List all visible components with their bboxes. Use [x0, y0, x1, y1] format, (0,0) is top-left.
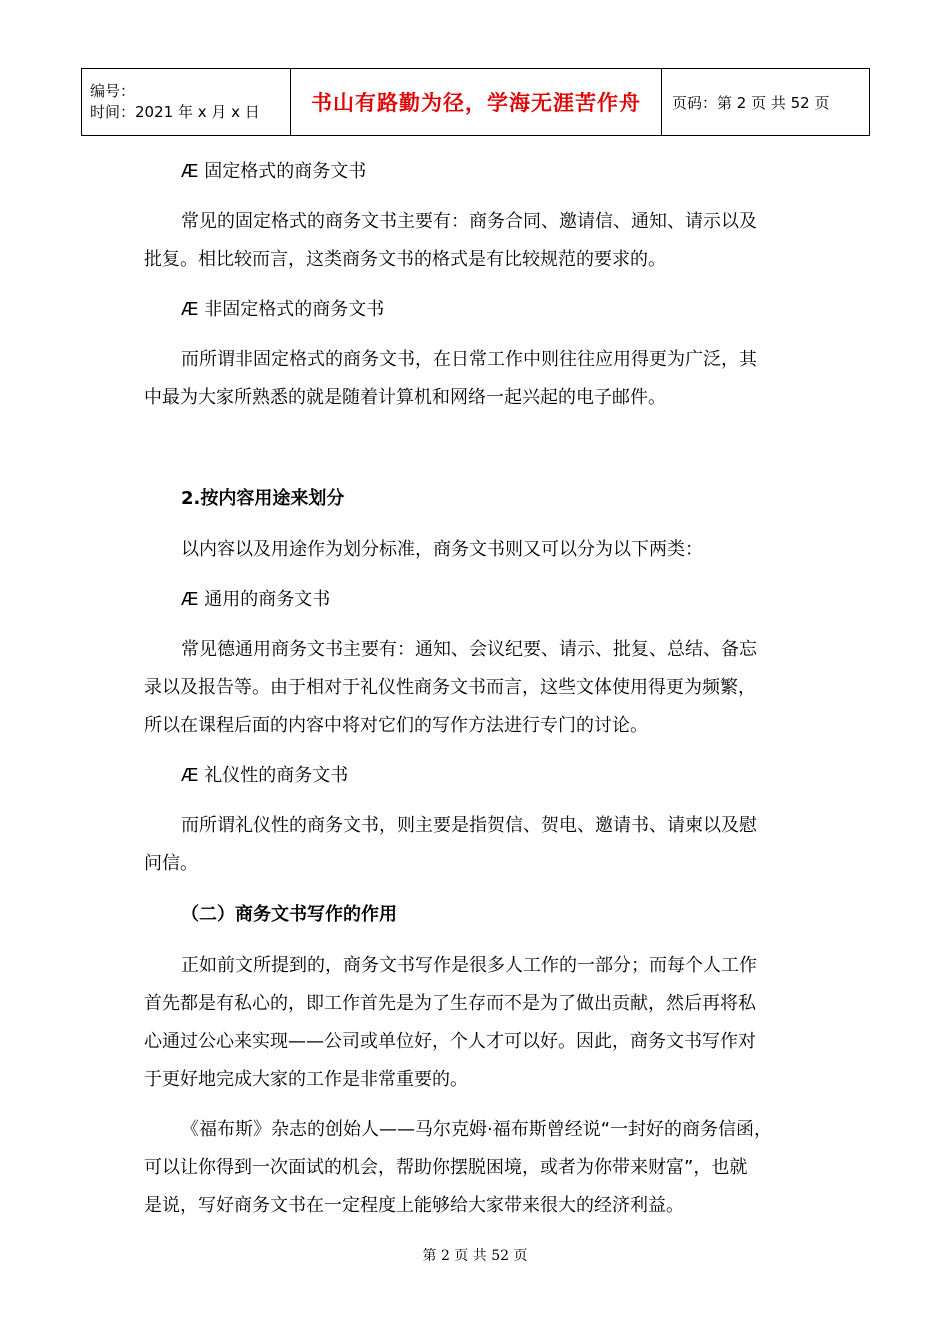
paragraph-line: 而所谓非固定格式的商务文书，在日常工作中则往往应用得更为广泛，其 [181, 349, 757, 370]
paragraph-line: 所以在课程后面的内容中将对它们的写作方法进行专门的讨论。 [144, 715, 648, 736]
header-table [81, 68, 870, 136]
paragraph-line: 录以及报告等。由于相对于礼仪性商务文书而言，这些文体使用得更为频繁， [144, 677, 756, 698]
header-motto: 书山有路勤为径，学海无涯苦作舟 [291, 69, 662, 136]
paragraph-line: 中最为大家所熟悉的就是随着计算机和网络一起兴起的电子邮件。 [144, 387, 666, 408]
paragraph-line: 心通过公心来实现——公司或单位好，个人才可以好。因此，商务文书写作对 [144, 1031, 756, 1052]
paragraph-line: 于更好地完成大家的工作是非常重要的。 [144, 1069, 468, 1090]
header-meta [82, 69, 291, 136]
bullet-heading: Æ 礼仪性的商务文书 [181, 765, 349, 786]
paragraph-line: 可以让你得到一次面试的机会，帮助你摆脱困境，或者为你带来财富”，也就 [144, 1157, 748, 1178]
paragraph-line: 常见德通用商务文书主要有：通知、会议纪要、请示、批复、总结、备忘 [181, 639, 757, 660]
paragraph-line: 批复。相比较而言，这类商务文书的格式是有比较规范的要求的。 [144, 249, 666, 270]
page-footer: 第 2 页 共 52 页 [422, 1248, 528, 1264]
bullet-heading: Æ 非固定格式的商务文书 [181, 299, 385, 320]
number-label: 编号： [90, 82, 136, 100]
section-heading: 2.按内容用途来划分 [181, 488, 345, 509]
paragraph-line: 以内容以及用途作为划分标准，商务文书则又可以分为以下两类： [181, 539, 703, 560]
paragraph-line: 正如前文所提到的，商务文书写作是很多人工作的一部分；而每个人工作 [181, 955, 757, 976]
paragraph-line: 首先都是有私心的，即工作首先是为了生存而不是为了做出贡献，然后再将私 [144, 993, 756, 1014]
paragraph-line: 《福布斯》杂志的创始人——马尔克姆·福布斯曾经说“一封好的商务信函， [181, 1119, 773, 1140]
paragraph-line: 而所谓礼仪性的商务文书，则主要是指贺信、贺电、邀请书、请柬以及慰 [181, 815, 757, 836]
paragraph-line: 常见的固定格式的商务文书主要有：商务合同、邀请信、通知、请示以及 [181, 211, 757, 232]
header-page-info: 页码：第 2 页 共 52 页 [662, 69, 870, 136]
paragraph-line: 是说，写好商务文书在一定程度上能够给大家带来很大的经济利益。 [144, 1195, 684, 1216]
time-label: 时间：2021 年 x 月 x 日 [90, 103, 260, 121]
bullet-heading: Æ 固定格式的商务文书 [181, 161, 367, 182]
paragraph-line: 问信。 [144, 853, 198, 874]
section-heading: （二）商务文书写作的作用 [181, 904, 397, 925]
bullet-heading: Æ 通用的商务文书 [181, 589, 331, 610]
